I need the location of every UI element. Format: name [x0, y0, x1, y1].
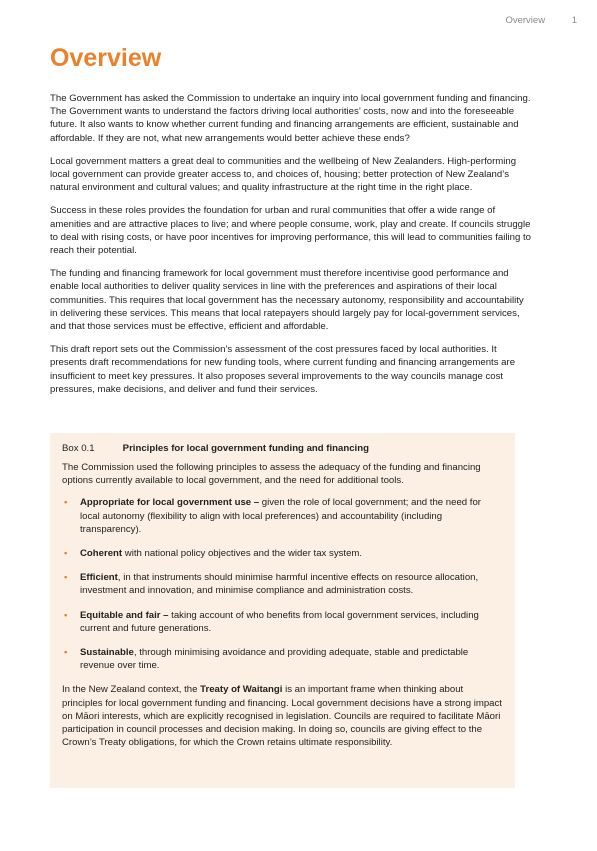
paragraph: The Government has asked the Commission to undertake an inquiry into local government funding and financing. The Government wants to understand the factors driving local authorities’ costs, now and into the foreseeable future. It also wants to know whether current funding and financing arrangements are efficient, sustainable and affordable. If they are not, what new arrangements would better achieve these ends?	[50, 93, 531, 144]
closing-text: In the New Zealand context, the	[62, 684, 201, 696]
header-section-label: Overview	[505, 15, 546, 26]
paragraph: The funding and financing framework for local government must therefore incentivise good performance and enable local authorities to deliver quality services in line with the preferences and aspirations of their local communities. This requires that local government has the necessary autonomy, responsibility and accountability in delivering these services. This means that local ratepayers should largely pay for local-government services, and that those services must be effective, efficient and affordable.	[50, 268, 524, 333]
principle-text: taking account of who benefits from local government services, including current and future generations.	[80, 609, 479, 634]
box-closing	[62, 683, 503, 749]
box-title: Principles for local government funding and financing	[122, 443, 369, 454]
principle-text: given the role of local government; and the need for local autonomy (flexibility to align with local preferences) and accountability (including transparency).	[80, 497, 481, 535]
principle-text: , through minimising avoidance and providing adequate, stable and predictable revenue over time.	[80, 647, 469, 672]
box-label: Box 0.1	[62, 443, 95, 454]
principle-term: Coherent	[80, 548, 123, 560]
treaty-name: Treaty of Waitangi	[200, 684, 283, 696]
principles-list	[62, 496, 503, 672]
closing-text: is an important frame when thinking about principles for local government funding and financing. Local government decisions have a strong impact on Māori interests, which are explicitly recognised in legislation. Councils are required to facilitate Māori participation in council processes and decision making. In doing so, councils are giving effect to the Crown’s Treaty obligations, for which the Crown retains ultimate responsibility.	[62, 684, 502, 749]
running-header	[505, 15, 577, 26]
box-header	[62, 443, 503, 454]
principles-box	[50, 433, 515, 788]
bullet-icon: •	[64, 572, 68, 584]
page-title: Overview	[50, 44, 162, 72]
principle-text: , in that instruments should minimise harmful incentive effects on resource allocation, investment and innovation, and minimise compliance and administration costs.	[80, 572, 479, 597]
bullet-icon: •	[64, 647, 68, 659]
page-number: 1	[571, 15, 577, 26]
paragraph: Success in these roles provides the foundation for urban and rural communities that offer a wide range of amenities and are attractive places to live; and where people consume, work, play and create. If councils struggle to deal with rising costs, or have poor incentives for improving performance, this will lead to communities failing to reach their potential.	[50, 205, 531, 257]
body-text	[50, 92, 533, 406]
box-intro: The Commission used the following principles to assess the adequacy of the funding and financing options currently available to local government, and the need for additional tools.	[62, 462, 481, 487]
principle-term: Appropriate for local government use –	[80, 497, 260, 509]
principle-item	[62, 547, 503, 560]
bullet-icon: •	[64, 609, 68, 621]
paragraph: This draft report sets out the Commission’s assessment of the cost pressures faced by local authorities. It presents draft recommendations for new funding tools, where current funding and financing arrangements are insufficient to meet key pressures. It also proposes several improvements to the way councils manage cost pressures, make decisions, and deliver and fund their services.	[50, 344, 516, 395]
principle-term: Sustainable	[80, 647, 134, 659]
principle-term: Efficient	[80, 572, 118, 584]
principle-item	[62, 571, 503, 597]
principle-item	[62, 609, 503, 635]
bullet-icon: •	[64, 548, 68, 560]
bullet-icon: •	[64, 497, 68, 509]
principle-term: Equitable and fair –	[80, 609, 169, 621]
paragraph: Local government matters a great deal to communities and the wellbeing of New Zealanders. High-performing local government can provide greater access to, and choices of, housing; better protection of New Zealand’s natural environment and cultural values; and quality infrastructure at the right time in the right place.	[50, 155, 517, 194]
principle-text: with national policy objectives and the wider tax system.	[122, 548, 363, 560]
principle-item	[62, 646, 503, 672]
principle-item	[62, 496, 503, 536]
